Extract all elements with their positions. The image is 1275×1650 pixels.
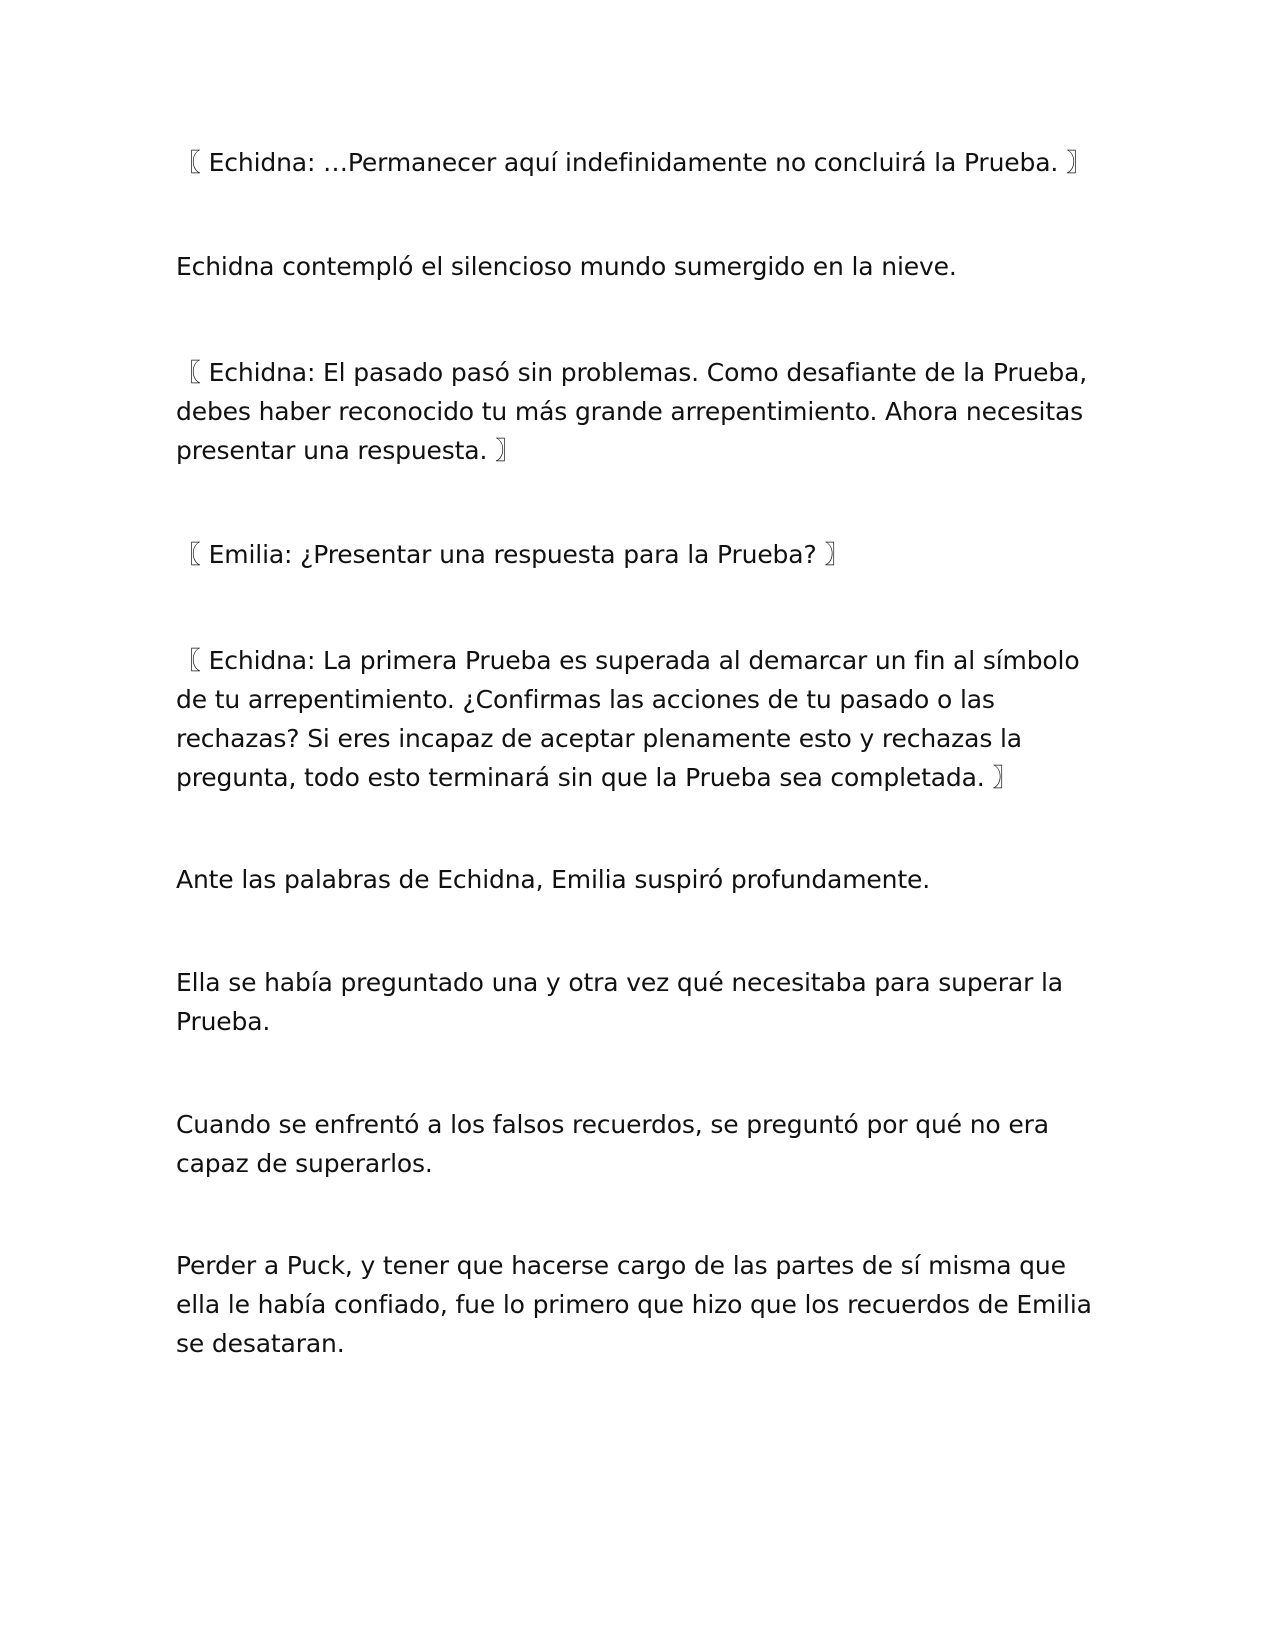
paragraph-dialogue-echidna-3: 〖 Echidna: La primera Prueba es superada al demarcar un fin al símbolo de tu arrepentimiento. ¿Confirmas las acciones de tu pasado o las rechazas? Si eres incapaz de aceptar plenamente esto y rechazas la pregunta, todo esto terminará sin que la Prueba sea completada. 〗 [176, 646, 1080, 792]
paragraph-narration-1: Echidna contempló el silencioso mundo sumergido en la nieve. [176, 252, 957, 281]
paragraph-dialogue-emilia-1: 〖 Emilia: ¿Presentar una respuesta para la Prueba? 〗 [176, 540, 850, 569]
paragraph-dialogue-echidna-1: 〖 Echidna: …Permanecer aquí indefinidamente no concluirá la Prueba. 〗 [176, 148, 1091, 177]
paragraph-narration-2: Ante las palabras de Echidna, Emilia suspiró profundamente. [176, 865, 931, 894]
paragraph-narration-5: Perder a Puck, y tener que hacerse cargo de las partes de sí misma que ella le había confiado, fue lo primero que hizo que los recuerdos de Emilia se desataran. [176, 1251, 1092, 1358]
paragraph-dialogue-echidna-2: 〖 Echidna: El pasado pasó sin problemas. Como desafiante de la Prueba, debes haber reconocido tu más grande arrepentimiento. Ahora necesitas presentar una respuesta. 〗 [176, 358, 1088, 465]
paragraph-narration-3: Ella se había preguntado una y otra vez qué necesitaba para superar la Prueba. [176, 968, 1063, 1036]
paragraph-narration-4: Cuando se enfrentó a los falsos recuerdos, se preguntó por qué no era capaz de superarlos. [176, 1110, 1049, 1178]
